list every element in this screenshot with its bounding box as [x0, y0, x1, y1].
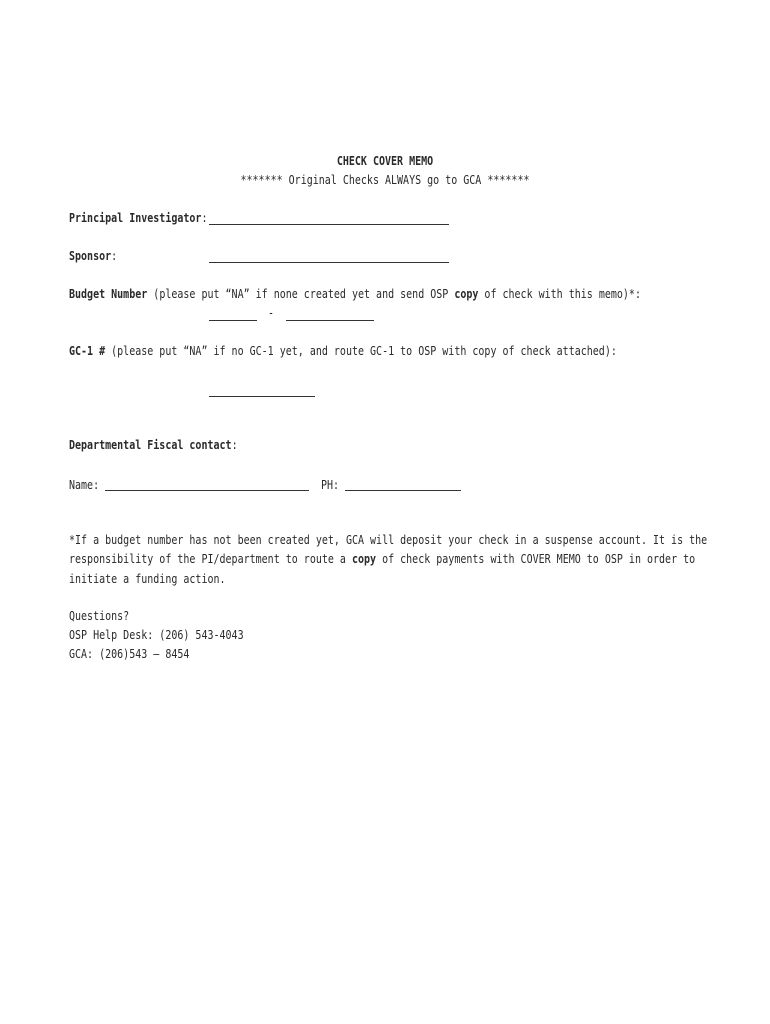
- budget-instruction-copy: copy: [454, 286, 479, 301]
- budget-label-row: [69, 286, 641, 301]
- budget-input-1[interactable]: [209, 304, 261, 322]
- name-label: Name:: [69, 477, 100, 492]
- memo-title: CHECK COVER MEMO: [336, 153, 434, 168]
- dept-colon: :: [231, 437, 238, 452]
- note-line-1: *If a budget number has not been created yet, GCA will deposit your check in a suspense account. It is the: [69, 532, 708, 547]
- budget-instruction-a: (please put “NA” if none created yet and send OSP: [147, 286, 455, 301]
- pi-input[interactable]: [209, 208, 453, 226]
- memo-subtitle: ******* Original Checks ALWAYS go to GCA *******: [240, 172, 530, 187]
- gc1-label-row: [69, 343, 617, 358]
- note-line-2b: of check payments with COVER MEMO to OSP in order to: [376, 551, 696, 566]
- gc1-instruction: (please put “NA” if no GC-1 yet, and route GC-1 to OSP with copy of check attached):: [105, 343, 617, 358]
- pi-label: Principal Investigator: [69, 210, 202, 225]
- gc1-input[interactable]: [209, 380, 319, 398]
- gca-phone: GCA: (206)543 – 8454: [69, 646, 190, 661]
- dept-label: Departmental Fiscal contact: [69, 437, 232, 452]
- note-line-2a: responsibility of the PI/department to route a: [69, 551, 352, 566]
- budget-dash: -: [268, 305, 275, 320]
- name-input[interactable]: [105, 474, 313, 492]
- pi-label-row: [69, 210, 207, 225]
- budget-input-2[interactable]: [286, 304, 378, 322]
- sponsor-input[interactable]: [209, 246, 453, 264]
- budget-label: Budget Number: [69, 286, 148, 301]
- sponsor-label-row: [69, 248, 117, 263]
- dept-label-row: [69, 437, 238, 452]
- gc1-label: GC-1 #: [69, 343, 106, 358]
- note-line-2: [69, 551, 695, 566]
- note-line-3: initiate a funding action.: [69, 571, 226, 586]
- phone-label: PH:: [321, 477, 340, 492]
- budget-instruction-b: of check with this memo)*:: [478, 286, 641, 301]
- questions-heading: Questions?: [69, 608, 130, 623]
- sponsor-label: Sponsor: [69, 248, 112, 263]
- sponsor-colon: :: [111, 248, 118, 263]
- note-copy-bold: copy: [351, 551, 377, 566]
- phone-input[interactable]: [345, 474, 465, 492]
- osp-help-desk: OSP Help Desk: (206) 543-4043: [69, 627, 244, 642]
- pi-colon: :: [201, 210, 208, 225]
